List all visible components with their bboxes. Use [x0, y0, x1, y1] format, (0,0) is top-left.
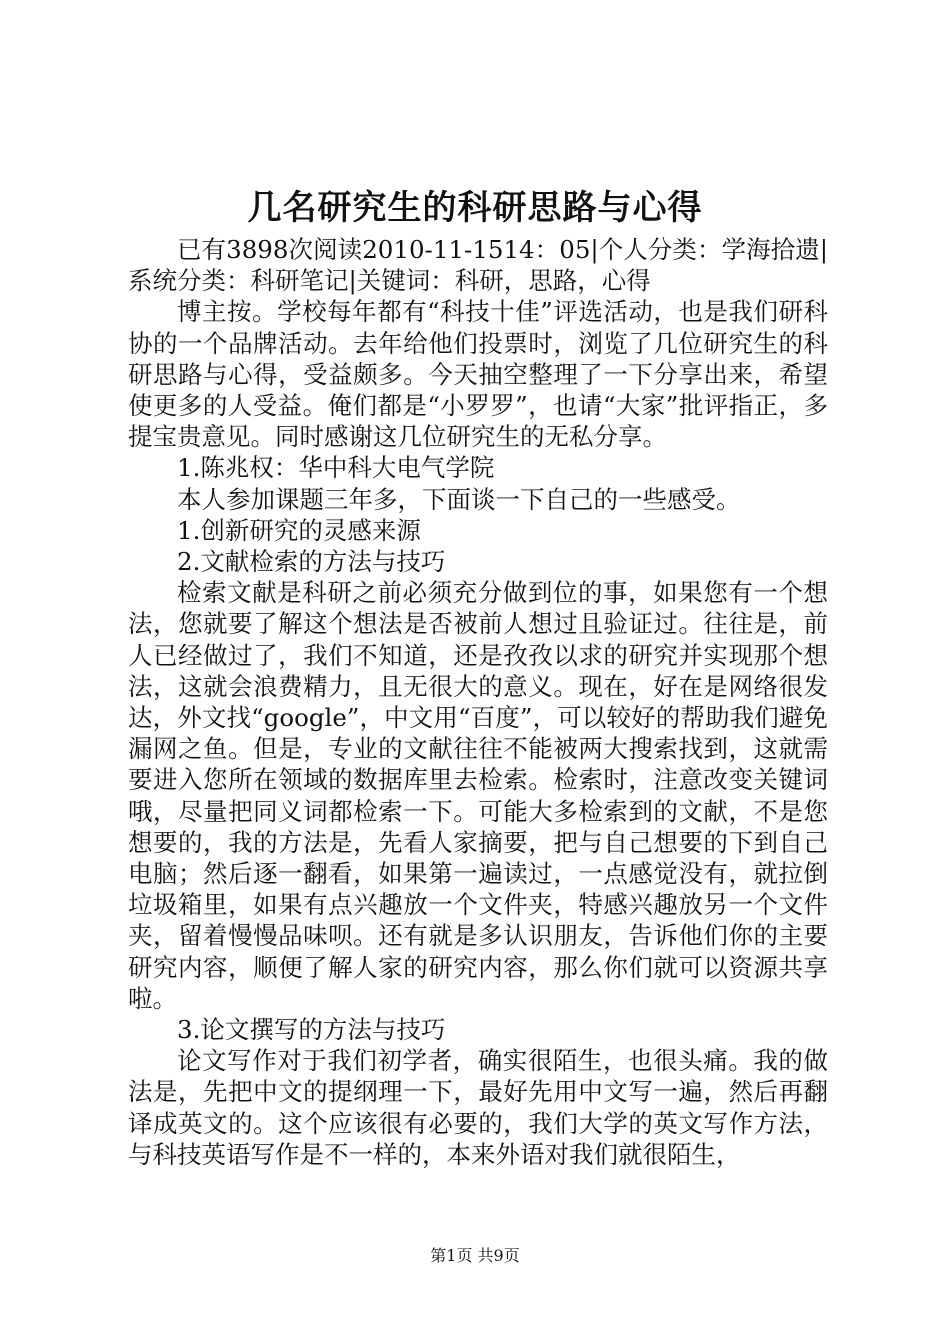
intro-paragraph: 博主按。学校每年都有“科技十佳”评选活动，也是我们研科协的一个品牌活动。去年给他们投票时，浏览了几位研究生的科研思路与心得，受益颇多。今天抽空整理了一下分享出来，希望使更多的人受益。俺们都是“小罗罗”，也请“大家”批评指正，多提宝贵意见。同时感谢这几位研究生的无私分享。	[128, 297, 828, 452]
literature-search-paragraph: 检索文献是科研之前必须充分做到位的事，如果您有一个想法，您就要了解这个想法是否被前人想过且验证过。往往是，前人已经做过了，我们不知道，还是孜孜以求的研究并实现那个想法，这就会浪费精力，且无很大的意义。现在，好在是网络很发达，外文找“google”，中文用“百度”，可以较好的帮助我们避免漏网之鱼。但是，专业的文献往往不能被两大搜索找到，这就需要进入您所在领域的数据库里去检索。检索时，注意改变关键词哦，尽量把同义词都检索一下。可能大多检索到的文献，不是您想要的，我的方法是，先看人家摘要，把与自己想要的下到自己电脑；然后逐一翻看，如果第一遍读过，一点感觉没有，就拉倒垃圾箱里，如果有点兴趣放一个文件夹，特感兴趣放另一个文件夹，留着慢慢品味呗。还有就是多认识朋友，告诉他们你的主要研究内容，顺便了解人家的研究内容，那么你们就可以资源共享啦。	[128, 578, 828, 1013]
author-intro-paragraph: 本人参加课题三年多，下面谈一下自己的一些感受。	[177, 484, 741, 514]
section-heading-2: 2.文献检索的方法与技巧	[177, 547, 446, 577]
document-title: 几名研究生的科研思路与心得	[247, 188, 703, 228]
page-footer: 第1页 共9页	[430, 1246, 520, 1265]
paper-writing-paragraph: 论文写作对于我们初学者，确实很陌生，也很头痛。我的做法是，先把中文的提纲理一下，最好先用中文写一遍，然后再翻译成英文的。这个应该很有必要的，我们大学的英文写作方法，与科技英语写作是不一样的，本来外语对我们就很陌生，	[128, 1046, 828, 1169]
meta-info-paragraph: 已有3898次阅读2010-11-1514：05|个人分类：学海拾遗|系统分类：科研笔记|关键词：科研，思路，心得	[128, 235, 828, 296]
section-heading-3: 3.论文撰写的方法与技巧	[177, 1015, 446, 1045]
document-body	[128, 234, 828, 1170]
section-heading-1: 1.创新研究的灵感来源	[177, 515, 421, 545]
author-heading: 1.陈兆权：华中科大电气学院	[177, 453, 495, 483]
